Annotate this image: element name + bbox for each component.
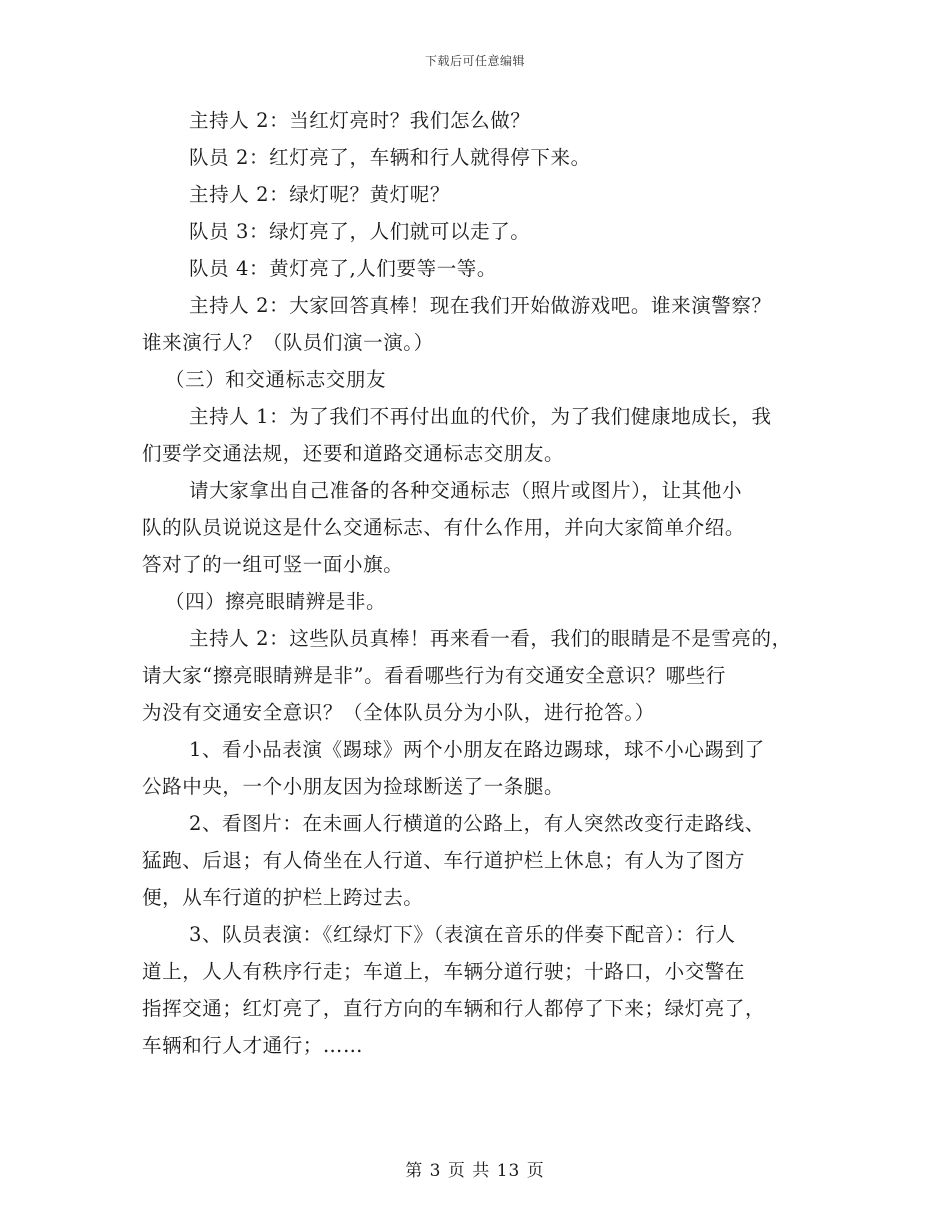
page-number-footer: 第 3 页 共 13 页: [405, 1161, 545, 1181]
text-line: 主持人 2：这些队员真棒！再来看一看，我们的眼睛是不是雪亮的，: [189, 627, 792, 650]
text-line: 队的队员说说这是什么交通标志、有什么作用，并向大家简单介绍。: [142, 516, 746, 539]
text-line: 请大家拿出自己准备的各种交通标志（照片或图片），让其他小: [189, 479, 743, 502]
text-line: 答对了的一组可竖一面小旗。: [142, 553, 404, 576]
text-line: 公路中央，一个小朋友因为捡球断送了一条腿。: [142, 775, 565, 798]
section-heading: （三）和交通标志交朋友: [165, 368, 387, 391]
text-line: 为没有交通安全意识？（全体队员分为小队，进行抢答。）: [142, 701, 655, 724]
text-line: 主持人 1：为了我们不再付出血的代价，为了我们健康地成长，我: [189, 405, 772, 428]
section-heading: （四）擦亮眼睛辨是非。: [165, 590, 387, 613]
text-line: 猛跑、后退；有人倚坐在人行道、车行道护栏上休息；有人为了图方: [142, 849, 746, 872]
page-header: 下载后可任意编辑: [424, 54, 525, 68]
text-line: 道上，人人有秩序行走；车道上，车辆分道行驶；十路口，小交警在: [142, 960, 746, 983]
text-line: 车辆和行人才通行；……: [142, 1034, 364, 1057]
text-line: 主持人 2：当红灯亮时？我们怎么做？: [189, 109, 531, 132]
text-line: 队员 2：红灯亮了，车辆和行人就得停下来。: [189, 146, 591, 169]
text-line: 主持人 2：大家回答真棒！现在我们开始做游戏吧。谁来演警察？: [189, 294, 772, 317]
text-line: 们要学交通法规，还要和道路交通标志交朋友。: [142, 442, 565, 465]
text-line: 主持人 2：绿灯呢？黄灯呢？: [189, 183, 451, 206]
text-line: 3、队员表演：《红绿灯下》（表演在音乐的伴奏下配音）：行人: [189, 923, 736, 946]
text-line: 1、看小品表演《踢球》两个小朋友在路边踢球，球不小心踢到了: [189, 738, 765, 761]
text-line: 队员 3：绿灯亮了，人们就可以走了。: [189, 220, 531, 243]
text-line: 队员 4：黄灯亮了,人们要等一等。: [189, 257, 498, 280]
text-line: 谁来演行人？（队员们演一演。）: [142, 331, 434, 354]
text-line: 2、看图片：在未画人行横道的公路上，有人突然改变行走路线、: [189, 812, 765, 835]
text-line: 请大家“擦亮眼睛辨是非”。看看哪些行为有交通安全意识？哪些行: [142, 664, 726, 687]
text-line: 便，从车行道的护栏上跨过去。: [142, 886, 424, 909]
text-line: 指挥交通；红灯亮了，直行方向的车辆和行人都停了下来；绿灯亮了，: [142, 997, 766, 1020]
